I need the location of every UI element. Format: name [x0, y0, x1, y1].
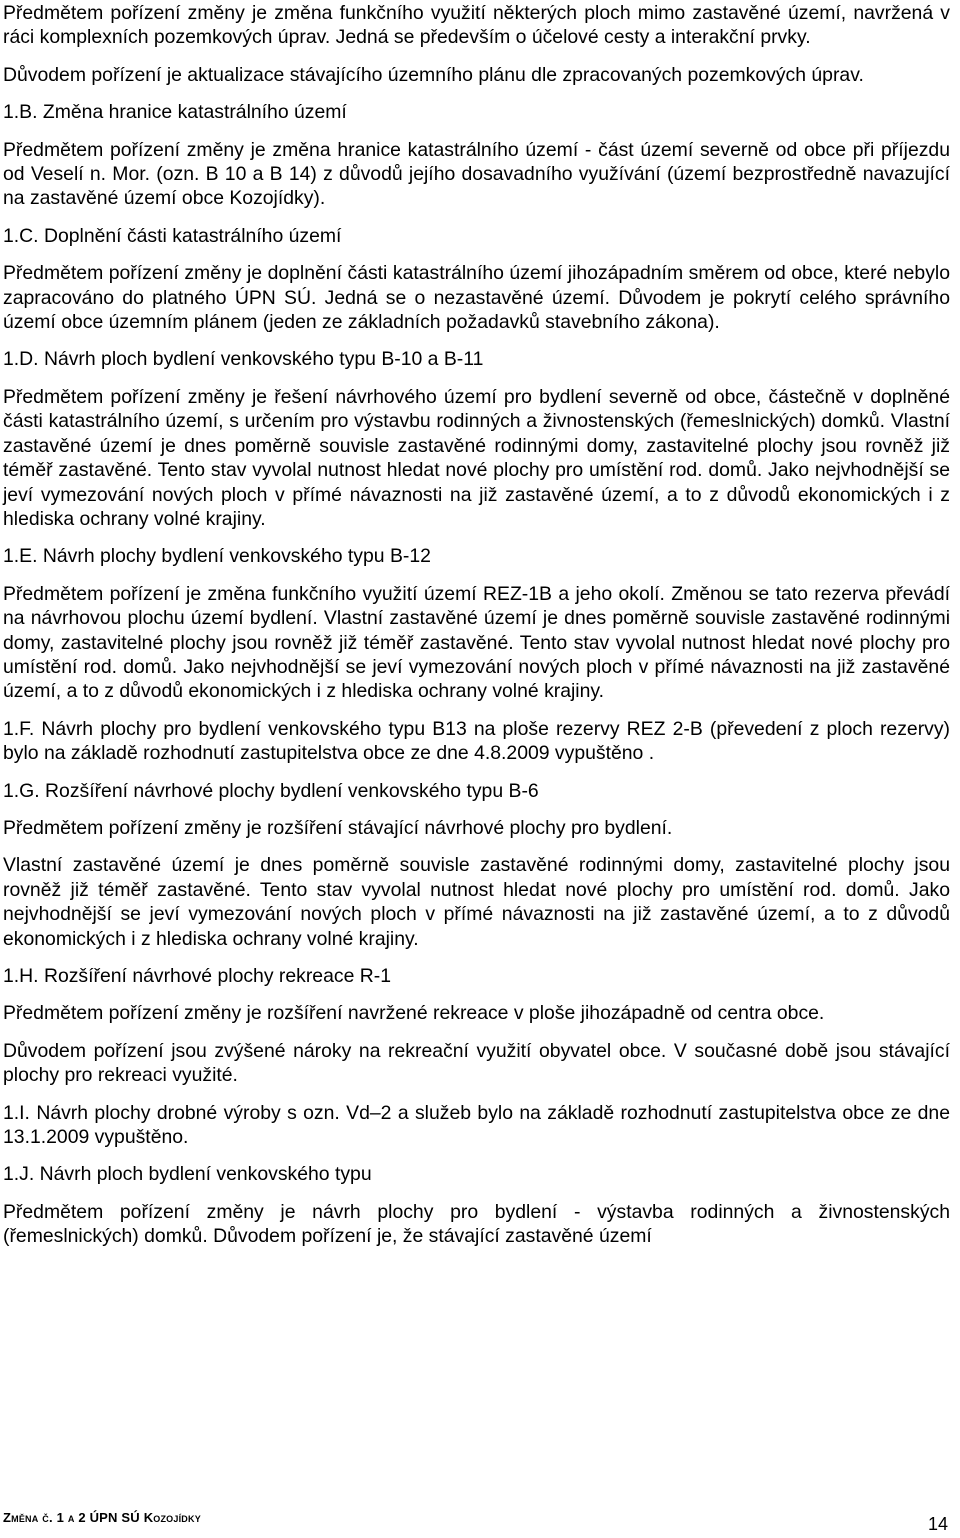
intro-paragraph: Předmětem pořízení změny je změna funkčního využití některých ploch mimo zastavěné území, navržená v ráci komplexních pozemkových úprav. Jedná se především o účelové cesty a interakční prvky. [3, 2, 950, 49]
section-heading-1c: 1.C. Doplnění části katastrálního území [3, 224, 342, 247]
section-paragraph-1b: Předmětem pořízení změny je změna hranice katastrálního území - část území severně od obce při příjezdu od Veselí n. Mor. (ozn. B 10 a B 14) z důvodů jejího dosavadního využívání (území bezprostředně navazující na zastavěné území obce Kozojídky). [3, 138, 950, 210]
section-heading-1b: 1.B. Změna hranice katastrálního území [3, 101, 347, 124]
section-paragraph-1e: Předmětem pořízení je změna funkčního využití území REZ-1B a jeho okolí. Změnou se tato rezerva převádí na návrhovou plochu území bydlení. Vlastní zastavěné území je dnes poměrně souvisle zastavěné rodinnými domy, zastavitelné plochy jsou rovněž již téměř zastavěné. Tento stav vyvolal nutnost hledat nové plochy pro umístění rod. domů. Jako nejvhodnější se jeví vymezování nových ploch v přímé návaznosti na již zastavěné území, a to z důvodů ekonomických i z hlediska ochrany volné krajiny. [3, 582, 950, 703]
section-paragraph-1f: 1.F. Návrh plochy pro bydlení venkovského typu B13 na ploše rezervy REZ 2-B (převedení z ploch rezervy) bylo na základě rozhodnutí zastupitelstva obce ze dne 4.8.2009 vypuštěno . [3, 717, 950, 765]
section-paragraph-1j: Předmětem pořízení změny je návrh plochy pro bydlení - výstavba rodinných a živnostenských (řemeslnických) domků. Důvodem pořízení je, že stávající zastavěné území [3, 1200, 950, 1248]
section-paragraph-1h-1: Předmětem pořízení změny je rozšíření navržené rekreace v ploše jihozápadně od centra obce. [3, 1002, 825, 1025]
section-paragraph-1i: 1.I. Návrh plochy drobné výroby s ozn. Vd–2 a služeb bylo na základě rozhodnutí zastupitelstva obce ze dne 13.1.2009 vypuštěno. [3, 1101, 950, 1149]
section-heading-1h: 1.H. Rozšíření návrhové plochy rekreace R-1 [3, 965, 391, 987]
section-heading-1g: 1.G. Rozšíření návrhové plochy bydlení venkovského typu B-6 [3, 779, 539, 802]
section-paragraph-1g-1: Předmětem pořízení změny je rozšíření stávající návrhové plochy pro bydlení. [3, 816, 673, 839]
section-heading-1j: 1.J. Návrh ploch bydlení venkovského typu [3, 1163, 372, 1186]
section-heading-1d: 1.D. Návrh ploch bydlení venkovského typu B-10 a B-11 [3, 348, 484, 371]
section-paragraph-1c: Předmětem pořízení změny je doplnění části katastrálního území jihozápadním směrem od obce, které nebylo zapracováno do platného ÚPN SÚ. Jedná se o nezastavěné území. Důvodem je pokrytí celého správního území obce územním plánem (jeden ze základních požadavků stavebního zákona). [3, 262, 950, 334]
section-paragraph-1h-2: Důvodem pořízení jsou zvýšené nároky na rekreační využití obyvatel obce. V současné době jsou stávající plochy pro rekreaci využité. [3, 1039, 950, 1087]
section-paragraph-1g-2: Vlastní zastavěné území je dnes poměrně souvisle zastavěné rodinnými domy, zastavitelné plochy jsou rovněž již téměř zastavěné. Tento stav vyvolal nutnost hledat nové plochy pro umístění rod. domů. Jako nejvhodnější se jeví vymezování nových ploch v přímé návaznosti na již zastavěné území, a to z důvodů ekonomických i z hlediska ochrany volné krajiny. [3, 854, 950, 950]
document-page [3, 0, 950, 1249]
footer-document-title: Změna č. 1 a 2 ÚPN SÚ Kozojídky [3, 1510, 201, 1525]
intro-reason-paragraph: Důvodem pořízení je aktualizace stávajícího územního plánu dle zpracovaných pozemkových úprav. [3, 63, 864, 86]
section-paragraph-1d: Předmětem pořízení změny je řešení návrhového území pro bydlení severně od obce, částečně v doplněné části katastrálního území, s určením pro výstavbu rodinných a živnostenských (řemeslnických) domků. Vlastní zastavěné území je dnes poměrně souvisle zastavěné rodinnými domy, zastavitelné plochy jsou rovněž již téměř zastavěné. Tento stav vyvolal nutnost hledat nové plochy pro umístění rod. domů. Jako nejvhodnější se jeví vymezování nových ploch v přímé návaznosti na již zastavěné území, a to z důvodů ekonomických i z hlediska ochrany volné krajiny. [3, 385, 950, 530]
section-heading-1e: 1.E. Návrh plochy bydlení venkovského typu B-12 [3, 545, 431, 568]
footer-page-number: 14 [927, 1514, 948, 1534]
